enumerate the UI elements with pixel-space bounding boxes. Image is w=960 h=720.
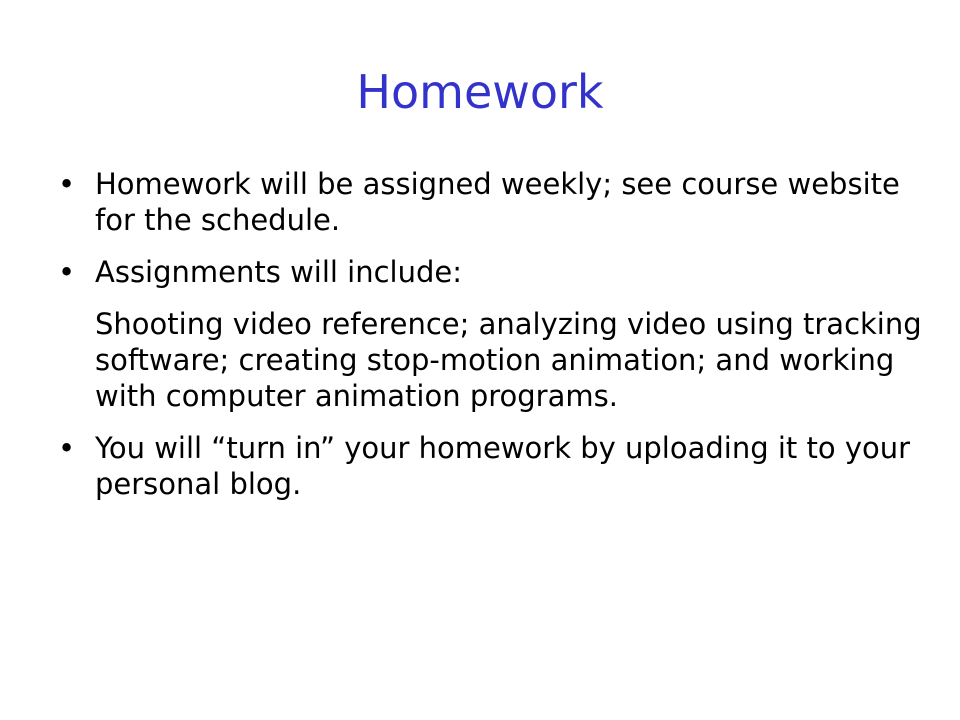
paragraph-text: Shooting video reference; analyzing video using tracking software; creating stop-motion animation; and working with computer animation programs. bbox=[95, 307, 922, 413]
bullet-item bbox=[58, 166, 938, 238]
slide-body bbox=[58, 166, 938, 518]
bullet-marker: • bbox=[58, 255, 76, 289]
bullet-marker: • bbox=[58, 431, 76, 465]
slide-title: Homework bbox=[356, 65, 604, 119]
bullet-text: Assignments will include: bbox=[95, 255, 463, 289]
bullet-text: Homework will be assigned weekly; see course website for the schedule. bbox=[95, 167, 900, 237]
bullet-item bbox=[58, 254, 938, 290]
bullet-item bbox=[58, 430, 938, 502]
bullet-marker: • bbox=[58, 167, 76, 201]
bullet-text: You will “turn in” your homework by uploading it to your personal blog. bbox=[95, 431, 911, 501]
sub-paragraph bbox=[58, 306, 938, 414]
